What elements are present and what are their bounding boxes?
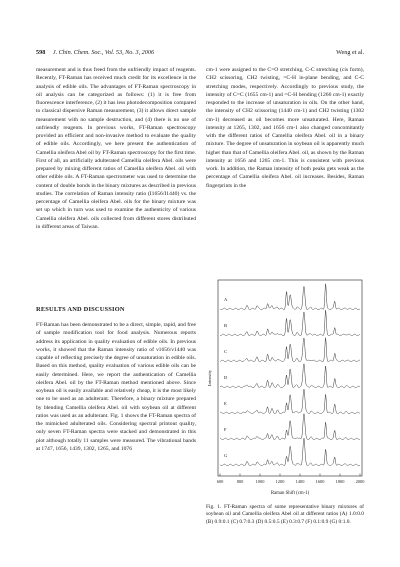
trace-label-F: F — [224, 426, 227, 432]
spectrum-trace-A — [220, 284, 360, 310]
trace-label-G: G — [224, 452, 228, 458]
spectra-plot — [206, 278, 366, 500]
page-number: 598 — [36, 49, 46, 56]
caption-text: FT-Raman spectra of some representative binary mixtures of soybean oil and Camellia oleifera Abel oil at different ratios (A) 1.0:0.0 (B) 0.9:0.1 (C) 0.7:0.3 (D) 0.5:0.5 (E) 0.3:0.7 (F) 0.1:0.9 (G) 0:1.0. — [206, 504, 364, 525]
page-header — [36, 49, 364, 59]
x-tick-label: 1000 — [255, 479, 265, 484]
spectrum-trace-D — [220, 364, 360, 388]
running-authors: Weng et al. — [336, 49, 364, 56]
trace-label-C: C — [224, 348, 228, 354]
intro-paragraph: measurement and is thus freed from the unfriendly impact of reagents. Recently, FT-Raman has received much credit for its excellence in the analysis of edible oils. The advantages of FT-Raman spectroscopy in oil analysis can be categorized as follows: (1) it is free from fluorescence interference, (2) it has less photodecomposition compared to classical dispersive Raman measurement, (3) it allows direct sample measurement with no sample destruction, and (4) there is no use of unfriendly reagents. In previous works, FT-Raman spectroscopy provided an efficient and non-invasive method to evaluate the quality of edible oils. Accordingly, we here present the authentication of Camellia oleifera Abel oil by FT-Raman spectroscopy for the first time. First of all, an artificially adulterated Camellia oleifera Abel. oils were prepared by mixing different ratios of Camellia oleifera Abel. oil with other edible oils. A FT-Raman spectrometer was used to determine the content of double bonds in the binary mixtures as described in previous studies. The correlation of Raman intensity ratio (I1656/I1440) vs. the percentage of Camellia oleifera Abel. oils for the binary mixture was set up which in turn was used to examine the authenticity of various Camellia oleifera Abel. oils collected from different stores distributed in different areas of Taiwan. — [36, 67, 196, 230]
x-tick-label: 600 — [216, 479, 224, 484]
discussion-paragraph: cm-1 were assigned to the C=O stretching, C-C stretching (cis form), CH2 scissoring, CH2 twisting, =C-H in-plane bending, and C-C stretching modes, respectively. Accordingly to previous study, the intensity of C=C (1655 cm-1) and =C-H bending (1266 cm-1) exactly responded to the increase of unsaturation in oils. On the other hand, the intensity of CH2 scissoring (1440 cm-1) and CH2 twisting (1302 cm-1) decreased as oil becomes more unsaturated. Here, Raman intensity at 1265, 1302, and 1656 cm-1 also changed concomitantly with the different ratios of Camellia oleifera Abel. oil in a binary mixture. The degree of unsaturation in soybean oil is apparently much higher than that of Camellia oleifera Abel. oil, as shown by the Raman intensity at 1656 and 1265 cm-1. This is consistent with previous work. In addition, the Raman intensity of both peaks gets weak as the percentage of Camellia oleifera Abel. oil increases. Besides, Raman fingerprints in the — [206, 67, 364, 189]
x-tick-label: 1200 — [275, 479, 285, 484]
spectrum-trace-F — [220, 414, 360, 440]
spectrum-trace-G — [220, 438, 360, 466]
figure-caption — [206, 504, 364, 526]
trace-label-D: D — [224, 374, 228, 380]
y-axis-label: Intensity — [207, 369, 212, 387]
spectrum-trace-E — [220, 389, 360, 414]
x-tick-label: 1400 — [295, 479, 305, 484]
section-heading: RESULTS AND DISCUSSION — [36, 306, 125, 313]
x-tick-label: 800 — [236, 479, 244, 484]
left-column-intro — [36, 66, 196, 231]
right-column-text — [206, 66, 364, 190]
x-tick-label: 2000 — [355, 479, 365, 484]
left-column-results — [36, 321, 196, 453]
x-tick-label: 1800 — [335, 479, 345, 484]
x-tick-label: 1600 — [315, 479, 325, 484]
caption-label: Fig. 1. — [206, 504, 222, 510]
raman-spectra-figure — [206, 278, 366, 500]
trace-label-A: A — [224, 296, 228, 302]
spectrum-trace-C — [220, 338, 360, 362]
trace-label-B: B — [224, 322, 228, 328]
spectrum-trace-B — [220, 310, 360, 336]
journal-citation: J. Chin. Chem. Soc., Vol. 53, No. 3, 2006 — [52, 49, 155, 56]
results-paragraph: FT-Raman has been demonstrated to be a direct, simple, rapid, and free of sample modification tool for food analysis. Numerous reports address its application in quality evaluation of edible oils. In previous works, it showed that the Raman intensity ratio of ν1656/ν1440 was capable of reflecting precisely the degree of unsaturation in edible oils. Based on this method, quality evaluation of various edible oils can be easily determined. Here, we report the authentication of Camellia oleifera Abel. oil by the FT-Raman method mentioned above. Since soybean oil is easily available and relatively cheap, it is the most likely one to be used as an adulterant. Therefore, a binary mixture prepared by blending Camellia oleifera Abel. oil with soybean oil at different ratios was used as an adulterant. Fig. 1 shows the FT-Raman spectra of the mimicked adulterated oils. Considering spectral printout quality, only seven FT-Raman spectra were stacked and demonstrated in this plot although totally 11 samples were measured. The vibrational bands at 1747, 1656, 1439, 1302, 1265, and 1076 — [36, 322, 196, 452]
x-axis-label: Raman Shift (cm-1) — [270, 491, 310, 496]
trace-label-E: E — [224, 400, 227, 406]
